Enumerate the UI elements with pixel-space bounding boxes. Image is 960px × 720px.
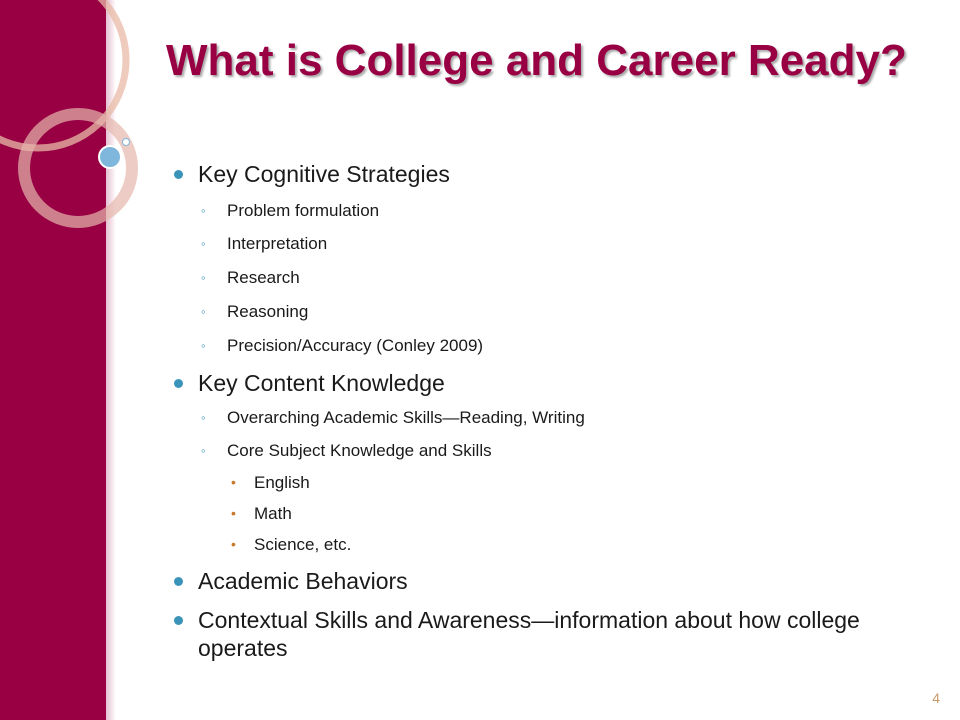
sub-bullet-text: Interpretation bbox=[227, 234, 328, 253]
bullet-key-cognitive-strategies bbox=[174, 160, 450, 188]
sub-bullet-marker: ◦ bbox=[201, 338, 206, 353]
bullet-text: Key Content Knowledge bbox=[198, 370, 445, 396]
sub-bullet-marker: ◦ bbox=[201, 236, 206, 251]
decor-ring-small bbox=[24, 114, 132, 222]
bullet-text: Contextual Skills and Awareness—information about how college operates bbox=[198, 607, 860, 661]
sub-bullet-marker: ◦ bbox=[201, 270, 206, 285]
sub-sub-bullet-marker: • bbox=[231, 505, 236, 521]
sub-bullet-text: Overarching Academic Skills—Reading, Writing bbox=[227, 408, 585, 427]
sub-sub-bullet-text: English bbox=[254, 473, 310, 492]
sub-sub-bullet-science bbox=[174, 534, 351, 556]
sub-bullet-text: Research bbox=[227, 268, 300, 287]
sub-bullet-marker: ◦ bbox=[201, 304, 206, 319]
bullet-text: Key Cognitive Strategies bbox=[198, 161, 450, 187]
sub-sub-bullet-text: Math bbox=[254, 504, 292, 523]
sub-bullet-precision-accuracy bbox=[174, 335, 483, 357]
page-number: 4 bbox=[932, 690, 940, 706]
sub-bullet-text: Reasoning bbox=[227, 302, 309, 321]
sub-sub-bullet-english bbox=[174, 472, 310, 494]
decor-bubble-blue bbox=[99, 146, 121, 168]
sub-bullet-marker: ◦ bbox=[201, 410, 206, 425]
sub-bullet-problem-formulation bbox=[174, 200, 379, 222]
sub-sub-bullet-math bbox=[174, 503, 292, 525]
slide-title: What is College and Career Ready? bbox=[166, 36, 907, 85]
sub-bullet-text: Core Subject Knowledge and Skills bbox=[227, 441, 492, 460]
sub-sub-bullet-marker: • bbox=[231, 474, 236, 490]
bullet-key-content-knowledge bbox=[174, 369, 445, 397]
bullet-academic-behaviors bbox=[174, 567, 408, 595]
sub-bullet-marker: ◦ bbox=[201, 443, 206, 458]
sub-bullet-research bbox=[174, 267, 300, 289]
sub-bullet-overarching-skills bbox=[174, 407, 585, 429]
sub-sub-bullet-text: Science, etc. bbox=[254, 535, 352, 554]
sub-bullet-interpretation bbox=[174, 233, 327, 255]
sub-bullet-marker: ◦ bbox=[201, 203, 206, 218]
decor-bubble-small bbox=[123, 139, 130, 146]
sub-bullet-core-subject bbox=[174, 440, 492, 462]
bullet-text: Academic Behaviors bbox=[198, 568, 408, 594]
sub-sub-bullet-marker: • bbox=[231, 536, 236, 552]
sub-bullet-text: Problem formulation bbox=[227, 201, 380, 220]
sub-bullet-text: Precision/Accuracy (Conley 2009) bbox=[227, 336, 484, 355]
bullet-contextual-skills bbox=[174, 606, 888, 662]
decorative-circles bbox=[0, 0, 160, 260]
sub-bullet-reasoning bbox=[174, 301, 308, 323]
